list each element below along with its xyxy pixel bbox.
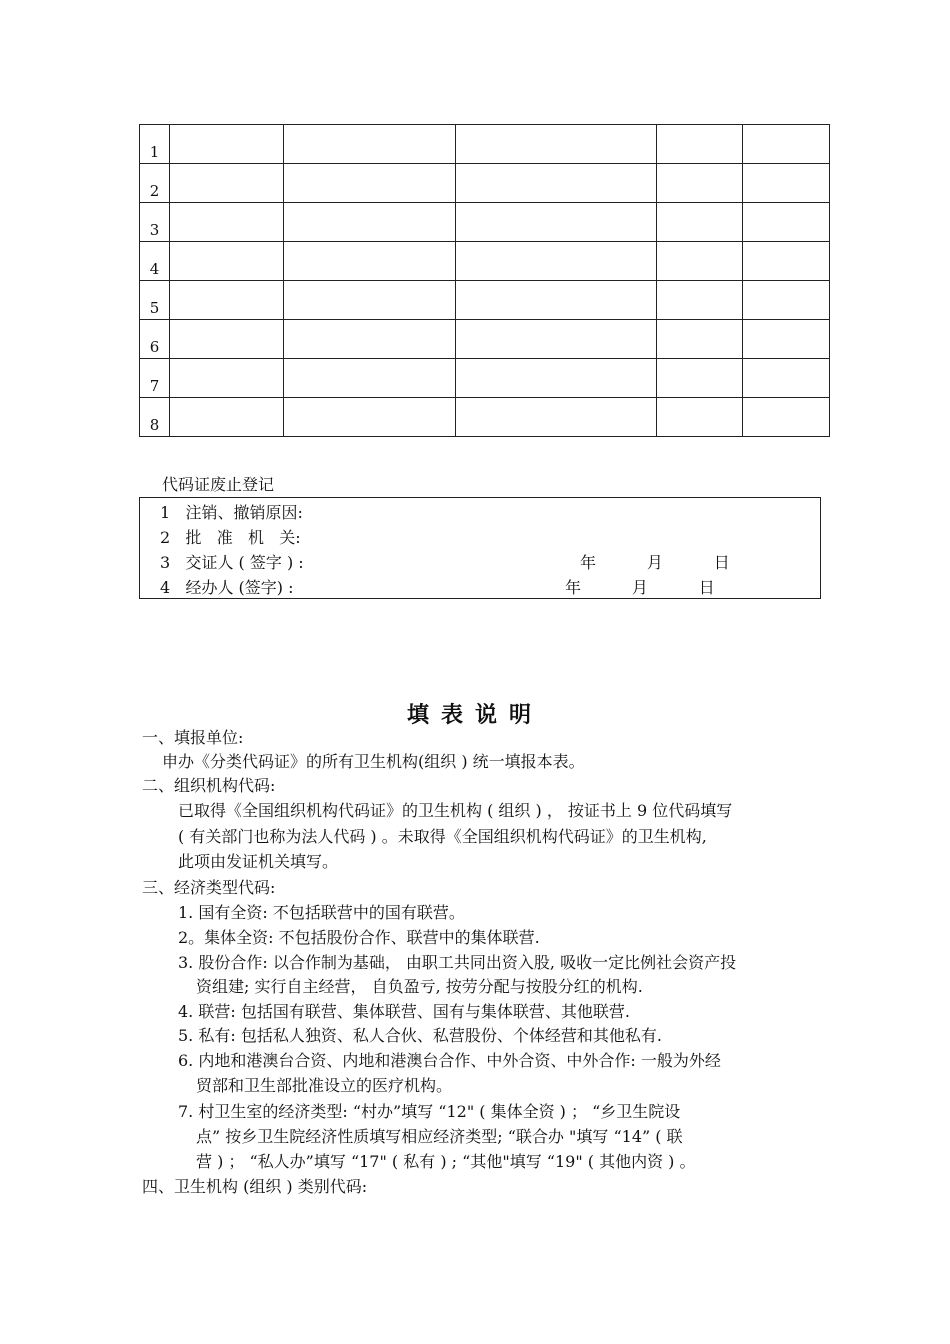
- table-cell[interactable]: [170, 281, 284, 320]
- table-cell[interactable]: [657, 203, 743, 242]
- table-cell[interactable]: [170, 164, 284, 203]
- row-number: 3: [140, 203, 170, 242]
- table-cell[interactable]: [456, 203, 657, 242]
- revocation-box: [139, 497, 821, 599]
- row-number: 2: [140, 164, 170, 203]
- table-cell[interactable]: [743, 398, 830, 437]
- row-number: 6: [140, 320, 170, 359]
- table-cell[interactable]: [170, 359, 284, 398]
- table-cell[interactable]: [456, 320, 657, 359]
- section-3-item-7-line-1: 7. 村卫生室的经济类型: “村办”填写 “12" ( 集体全资 ) ； “乡卫生院设: [178, 1102, 681, 1121]
- section-3-item-5: 5. 私有: 包括私人独资、私人合伙、私营股份、个体经营和其他私有.: [178, 1026, 662, 1045]
- row-number: 1: [140, 125, 170, 164]
- instructions-title: 填表说明: [406, 702, 543, 728]
- submitter-date: 年 月 日: [580, 553, 730, 572]
- table-cell[interactable]: [456, 281, 657, 320]
- registration-table: [139, 124, 830, 437]
- table-cell[interactable]: [284, 398, 456, 437]
- table-cell[interactable]: [657, 281, 743, 320]
- table-cell[interactable]: [743, 320, 830, 359]
- table-cell[interactable]: [170, 125, 284, 164]
- table-row: [140, 203, 830, 242]
- table-row: [140, 320, 830, 359]
- section-2-heading: 二、组织机构代码:: [142, 776, 276, 795]
- section-2-line-2: ( 有关部门也称为法人代码 ) 。未取得《全国组织机构代码证》的卫生机构,: [178, 827, 707, 846]
- handler-date: 年 月 日: [565, 578, 715, 597]
- section-3-item-6-line-1: 6. 内地和港澳台合资、内地和港澳台合作、中外合资、中外合作: 一般为外经: [178, 1051, 721, 1070]
- row-number: 4: [140, 242, 170, 281]
- table-cell[interactable]: [456, 359, 657, 398]
- table-cell[interactable]: [657, 125, 743, 164]
- table-cell[interactable]: [284, 320, 456, 359]
- table-row: [140, 398, 830, 437]
- table-row: [140, 164, 830, 203]
- section-3-item-3-line-1: 3. 股份合作: 以合作制为基础， 由职工共同出资入股, 吸收一定比例社会资产投: [178, 953, 737, 972]
- revocation-section-title: 代码证废止登记: [162, 475, 275, 494]
- section-3-item-7-line-3: 营 ) ； “私人办”填写 “17" ( 私有 ) ; “其他"填写 “19" ( 其他内资 ) 。: [196, 1152, 696, 1171]
- table-cell[interactable]: [657, 359, 743, 398]
- section-3-heading: 三、经济类型代码:: [142, 878, 276, 897]
- table-cell[interactable]: [456, 242, 657, 281]
- section-3-item-4: 4. 联营: 包括国有联营、集体联营、国有与集体联营、其他联营.: [178, 1002, 630, 1021]
- table-cell[interactable]: [170, 242, 284, 281]
- table-cell[interactable]: [743, 125, 830, 164]
- table-cell[interactable]: [743, 359, 830, 398]
- row-number: 8: [140, 398, 170, 437]
- table-cell[interactable]: [743, 164, 830, 203]
- table-cell[interactable]: [657, 398, 743, 437]
- section-3-item-1: 1. 国有全资: 不包括联营中的国有联营。: [178, 903, 465, 922]
- table-row: [140, 281, 830, 320]
- table-cell[interactable]: [657, 320, 743, 359]
- table-cell[interactable]: [284, 242, 456, 281]
- table-cell[interactable]: [284, 125, 456, 164]
- table-cell[interactable]: [170, 398, 284, 437]
- approval-authority-label: 2 批 准 机 关:: [160, 528, 301, 547]
- table-cell[interactable]: [743, 203, 830, 242]
- table-cell[interactable]: [456, 164, 657, 203]
- table-cell[interactable]: [743, 281, 830, 320]
- section-3-item-2: 2。集体全资: 不包括股份合作、联营中的集体联营.: [178, 928, 540, 947]
- section-3-item-6-line-2: 贸部和卫生部批准设立的医疗机构。: [196, 1076, 453, 1095]
- row-number: 7: [140, 359, 170, 398]
- section-3-item-3-line-2: 资组建; 实行自主经营， 自负盈亏, 按劳分配与按股分红的机构.: [196, 977, 643, 996]
- section-1-text: 申办《分类代码证》的所有卫生机构(组织 ) 统一填报本表。: [162, 752, 585, 771]
- section-2-line-3: 此项由发证机关填写。: [178, 852, 339, 871]
- table-cell[interactable]: [284, 164, 456, 203]
- table-cell[interactable]: [170, 203, 284, 242]
- section-2-line-1: 已取得《全国组织机构代码证》的卫生机构 ( 组织 ) ， 按证书上 9 位代码填写: [178, 801, 733, 820]
- table-cell[interactable]: [657, 164, 743, 203]
- table-row: [140, 125, 830, 164]
- table-cell[interactable]: [284, 281, 456, 320]
- table-cell[interactable]: [743, 242, 830, 281]
- section-3-item-7-line-2: 点” 按乡卫生院经济性质填写相应经济类型; “联合办 "填写 “14” ( 联: [196, 1127, 683, 1146]
- table-cell[interactable]: [284, 359, 456, 398]
- row-number: 5: [140, 281, 170, 320]
- table-cell[interactable]: [284, 203, 456, 242]
- table-cell[interactable]: [657, 242, 743, 281]
- section-1-heading: 一、填报单位:: [142, 728, 244, 747]
- table-cell[interactable]: [170, 320, 284, 359]
- section-4-heading: 四、卫生机构 (组织 ) 类别代码:: [142, 1177, 368, 1196]
- table-cell[interactable]: [456, 125, 657, 164]
- submitter-signature-label: 3 交证人 ( 签字 ) :: [160, 553, 304, 572]
- handler-signature-label: 4 经办人 (签字) :: [160, 578, 294, 597]
- table-row: [140, 359, 830, 398]
- revocation-reason-label: 1 注销、撤销原因:: [160, 503, 303, 522]
- table-row: [140, 242, 830, 281]
- table-cell[interactable]: [456, 398, 657, 437]
